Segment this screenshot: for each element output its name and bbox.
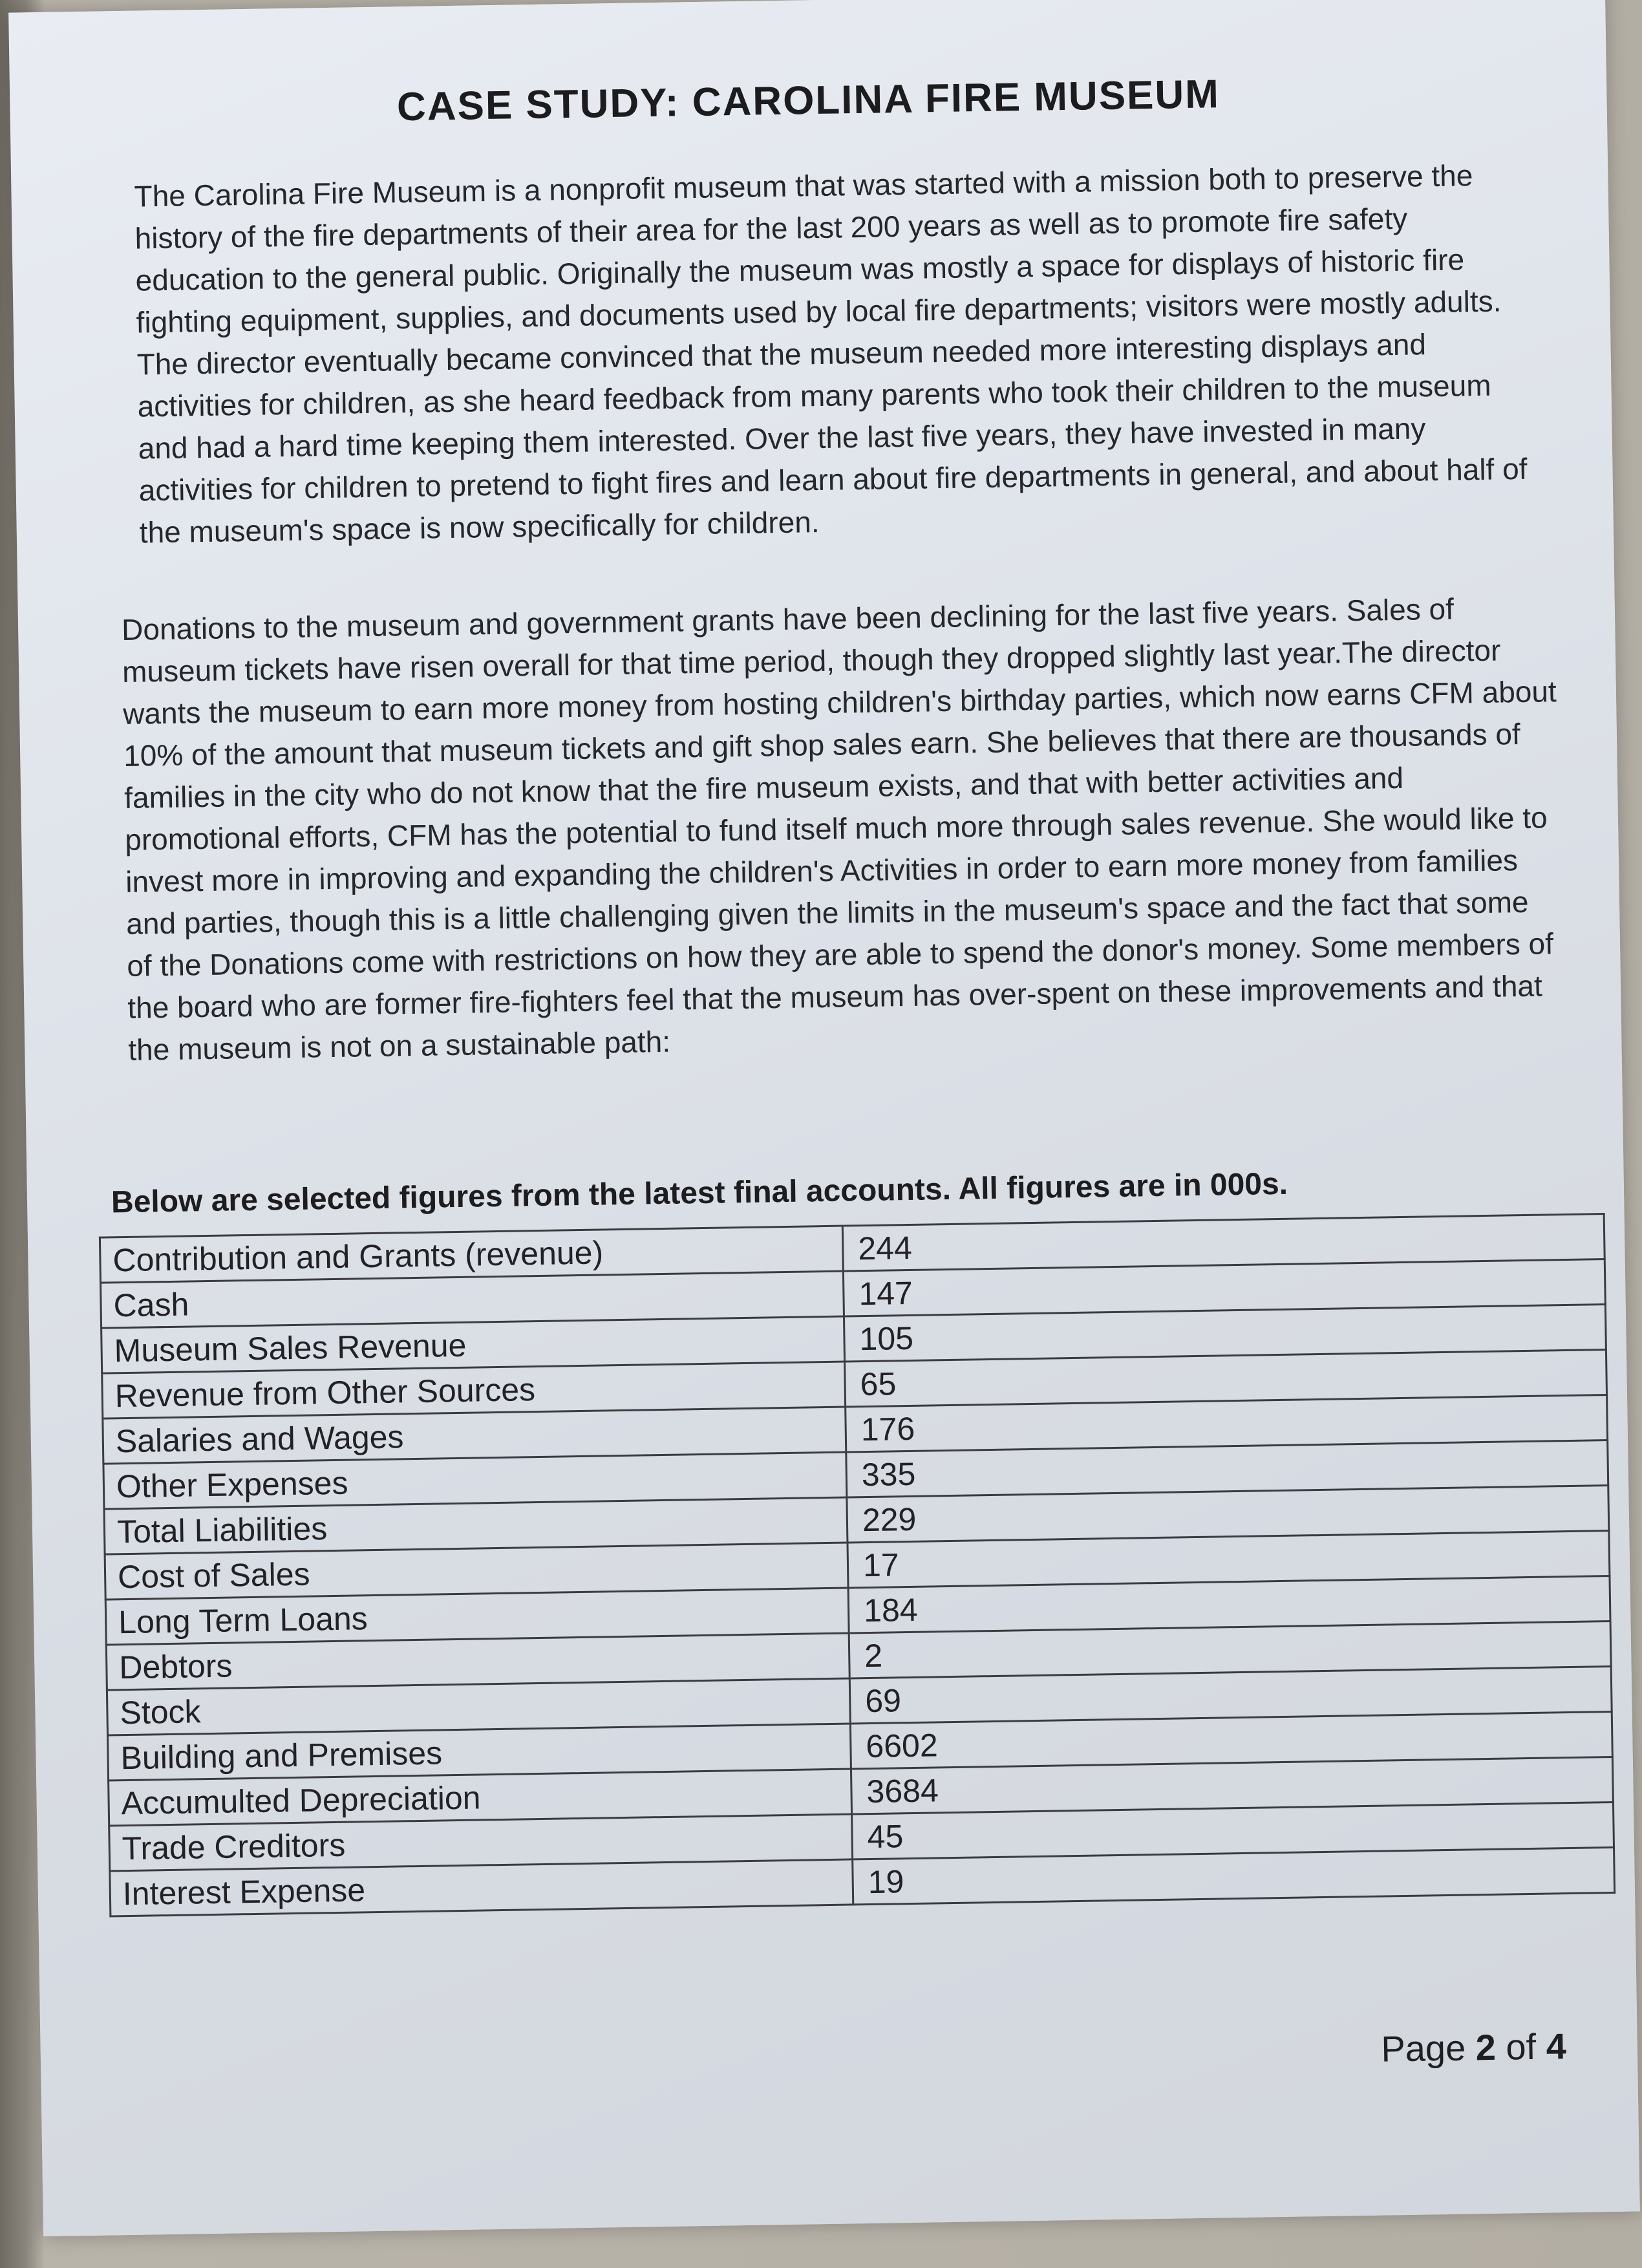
row-value: 176 xyxy=(846,1395,1608,1452)
document-page xyxy=(8,0,1640,2236)
row-label: Contribution and Grants (revenue) xyxy=(100,1226,843,1283)
row-label: Interest Expense xyxy=(110,1859,853,1916)
row-value: 45 xyxy=(852,1802,1614,1859)
row-value: 65 xyxy=(845,1350,1607,1407)
document-title: CASE STUDY: CAROLINA FIRE MUSEUM xyxy=(396,72,1221,130)
row-value: 147 xyxy=(843,1259,1605,1316)
table-intro: Below are selected figures from the latest final accounts. All figures are in 000s. xyxy=(111,1166,1288,1220)
row-value: 3684 xyxy=(851,1757,1613,1813)
row-value: 184 xyxy=(848,1576,1610,1633)
paragraph-background: The Carolina Fire Museum is a nonprofit museum that was started with a mission both to preserve the history of the fire departments of their area for the last 200 years as well as to promote fire safety education to the general public. Originally the museum was mostly a space for displays of historic fire fighting equipment, supplies, and documents used by local fire departments; visitors were mostly adults. The director eventually became convinced that the museum needed more interesting displays and activities for children, as she heard feedback from many parents who took their children to the museum and had a hard time keeping them interested. Over the last five years, they have invested in many activities for children to pretend to fight fires and learn about fire departments in general, and about half of the museum's space is now specifically for children. xyxy=(134,158,1528,550)
row-label: Cash xyxy=(101,1271,844,1328)
row-value: 244 xyxy=(842,1214,1605,1271)
row-value: 335 xyxy=(846,1440,1608,1497)
row-label: Museum Sales Revenue xyxy=(101,1316,845,1373)
row-value: 6602 xyxy=(850,1711,1612,1768)
row-label: Revenue from Other Sources xyxy=(102,1362,846,1418)
row-value: 69 xyxy=(849,1666,1612,1723)
row-label: Accumulted Depreciation xyxy=(109,1769,852,1826)
row-label: Long Term Loans xyxy=(105,1588,849,1645)
row-value: 229 xyxy=(847,1486,1609,1543)
page-mid: of xyxy=(1495,2026,1547,2068)
row-value: 2 xyxy=(849,1621,1611,1678)
page-number xyxy=(1381,2025,1566,2070)
row-label: Building and Premises xyxy=(108,1724,851,1781)
row-value: 105 xyxy=(844,1305,1606,1362)
page-total: 4 xyxy=(1546,2026,1567,2067)
row-label: Salaries and Wages xyxy=(103,1407,846,1464)
row-label: Trade Creditors xyxy=(109,1814,853,1871)
row-value: 17 xyxy=(848,1531,1610,1588)
page-prefix: Page xyxy=(1380,2027,1477,2070)
paragraph-finances: Donations to the museum and government grants have been declining for the last five years. Sales of museum tickets have risen overall for that time period, though they dropped slightly last year.The director wants the museum to earn more money from hosting children's birthday parties, which now earns CFM about 10% of the amount that museum tickets and gift shop sales earn. She believes that there are thousands of families in the city who do not know that the fire museum exists, and that with better activities and promotional efforts, CFM has the potential to fund itself much more through sales revenue. She would like to invest more in improving and expanding the children's Activities in order to earn more money from families and parties, though this is a little challenging given the limits in the museum's space and the fact that some of the Donations come with restrictions on how they are able to spend the donor's money. Some members of the board who are former fire-fighters feel that the museum has over-spent on these improvements and that the museum is not on a sustainable path: xyxy=(121,592,1557,1067)
accounts-table xyxy=(99,1213,1615,1917)
row-label: Cost of Sales xyxy=(105,1543,848,1599)
row-label: Total Liabilities xyxy=(104,1497,848,1554)
page-current: 2 xyxy=(1475,2026,1497,2068)
row-value: 19 xyxy=(853,1847,1615,1904)
row-label: Debtors xyxy=(106,1633,849,1690)
row-label: Other Expenses xyxy=(103,1452,847,1509)
row-label: Stock xyxy=(107,1678,850,1735)
